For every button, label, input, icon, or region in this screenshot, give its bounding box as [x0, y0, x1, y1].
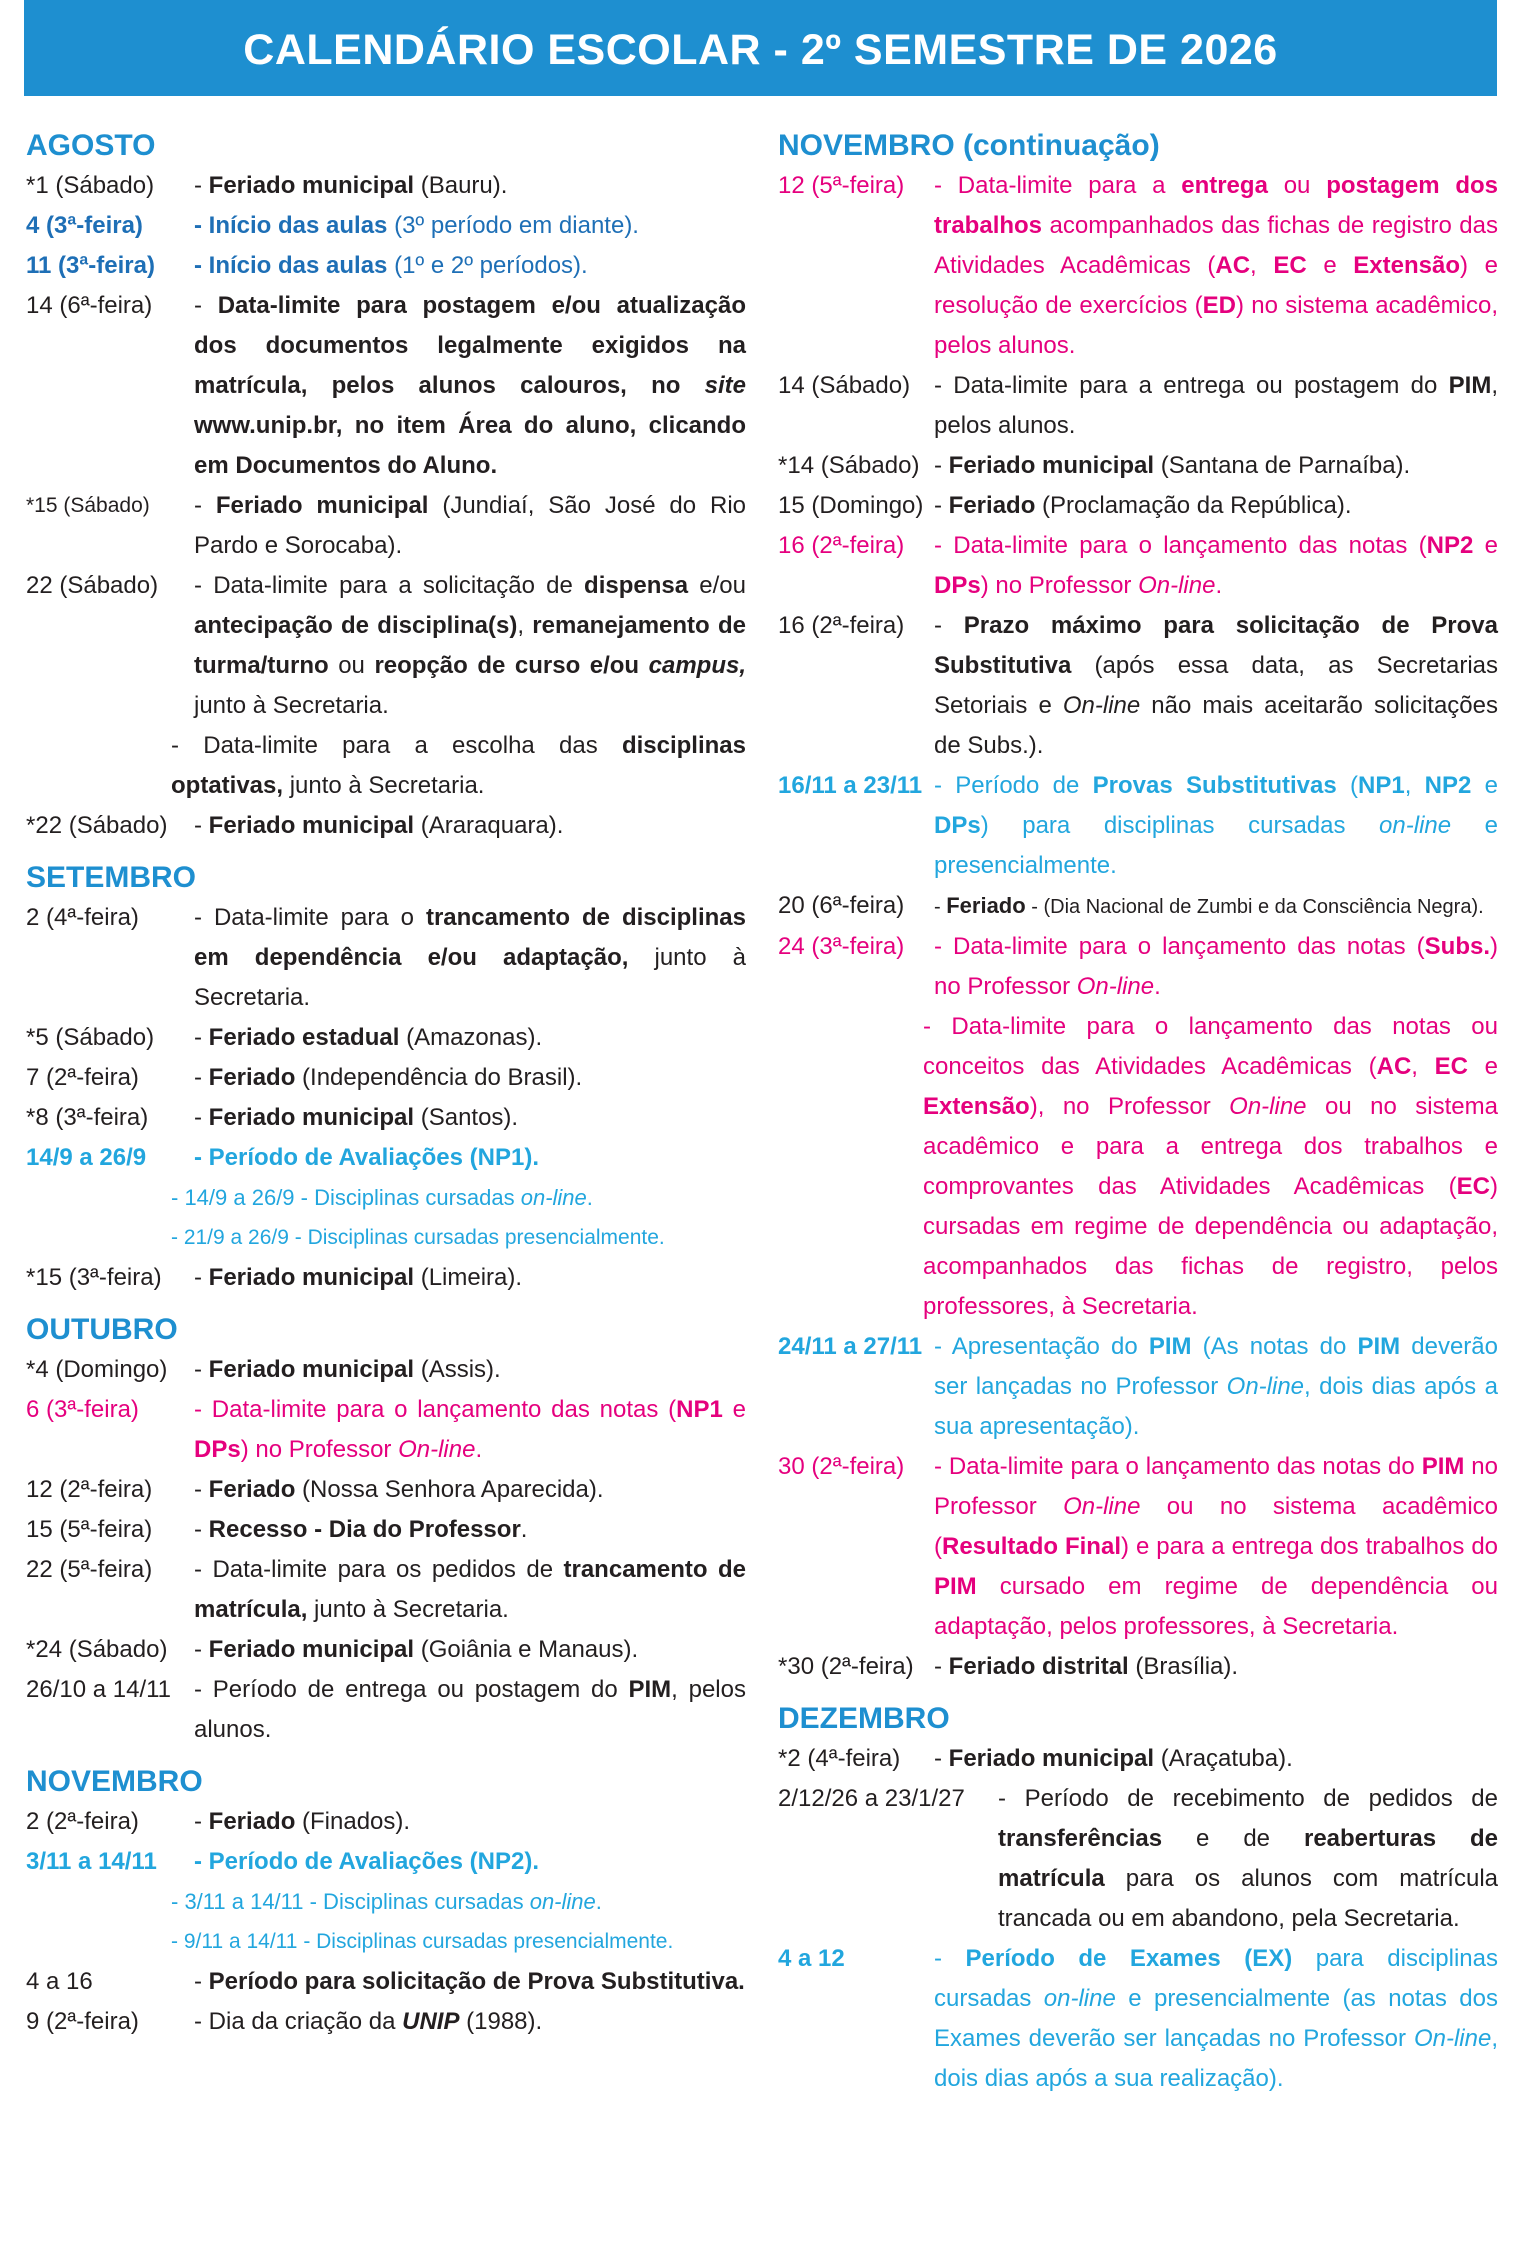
calendar-entry — [778, 1647, 1498, 1687]
calendar-entry — [26, 1018, 746, 1058]
calendar-entry — [778, 1447, 1498, 1647]
entry-bold: NP2 — [1426, 532, 1474, 559]
entry-bold: antecipação de disciplina(s) — [194, 612, 518, 639]
calendar-subentry — [778, 1007, 1498, 1327]
entry-italic: On-line — [1229, 1093, 1307, 1120]
calendar-entry — [26, 1510, 746, 1550]
entry-bold: NP1 — [1358, 772, 1405, 799]
entry-plain: Dia da criação da — [208, 2008, 403, 2035]
entry-date: 14/9 a 26/9 — [26, 1144, 147, 1171]
entry-plain: ou — [328, 652, 375, 679]
entry-date: 15 (Domingo) — [778, 492, 924, 519]
entry-bold: Período de Avaliações (NP1) — [208, 1144, 533, 1171]
entry-date: 6 (3ª-feira) — [26, 1396, 139, 1423]
left-column — [26, 126, 746, 2042]
calendar-entry — [26, 566, 746, 726]
entry-plain: ) e resolução de exercícios ( — [934, 252, 1498, 319]
calendar-entry — [26, 1630, 746, 1670]
entry-plain: (Jundiaí, São José do Rio Pardo e Sorocaba). — [194, 492, 747, 559]
entry-plain: , dois dias após a sua apresentação). — [934, 1373, 1498, 1440]
entry-text: - Período de Avaliações (NP2). — [194, 1848, 540, 1875]
entry-text: - Feriado municipal (Jundiaí, São José do Rio Pardo e Sorocaba). — [194, 492, 747, 559]
calendar-subentry — [26, 1882, 746, 1922]
entry-text: - Feriado municipal (Goiânia e Manaus). — [194, 1636, 639, 1663]
entry-plain: Período de entrega ou postagem do — [212, 1676, 629, 1703]
entry-plain: - Data-limite para a escolha das — [171, 732, 622, 759]
entry-date: 7 (2ª-feira) — [26, 1064, 139, 1091]
entry-bold: DPs — [934, 812, 981, 839]
entry-date: 12 (2ª-feira) — [26, 1476, 153, 1503]
entry-plain: (Goiânia e Manaus). — [414, 1636, 639, 1663]
entry-plain: . — [532, 1144, 540, 1171]
entry-date: 11 (3ª-feira) — [26, 252, 155, 279]
entry-date: 16 (2ª-feira) — [778, 532, 905, 559]
entry-plain: . — [586, 1185, 593, 1210]
entry-bold: entrega — [1181, 172, 1268, 199]
entry-plain: , pelos alunos. — [934, 372, 1498, 439]
entry-plain: deverão ser lançadas no Professor — [934, 1333, 1498, 1400]
entry-plain: ) no sistema acadêmico, pelos alunos. — [934, 292, 1498, 359]
entry-bold: Feriado municipal — [948, 1745, 1155, 1772]
entry-bold: Feriado municipal — [208, 172, 415, 199]
entry-bold: Feriado municipal — [208, 1356, 415, 1383]
entry-text: - Feriado municipal (Limeira). — [194, 1264, 523, 1291]
entry-text: - Data-limite para o lançamento das notas do PIM no Professor On-line ou no sistema acadêmico (Resultado Final) e para a entrega dos trabalhos do PIM cursado em regime de dependência ou adaptação, pelos professores, à Secretaria. — [934, 1453, 1499, 1640]
entry-date: *5 (Sábado) — [26, 1024, 155, 1051]
entry-bold: dispensa — [584, 572, 689, 599]
entry-plain: . — [1154, 973, 1161, 1000]
entry-text: - Feriado - (Dia Nacional de Zumbi e da Consciência Negra). — [934, 893, 1484, 918]
entry-plain: (Santana de Parnaíba). — [1154, 452, 1411, 479]
entry-plain: Apresentação do — [951, 1333, 1149, 1360]
entry-date: 2/12/26 a 23/1/27 — [778, 1785, 965, 1812]
entry-bold: Feriado — [946, 893, 1026, 918]
entry-text: - Data-limite para postagem e/ou atualização dos documentos legalmente exigidos na matrícula, pelos alunos calouros, no site www.unip.br, no item Área do aluno, clicando em Documentos do Aluno. — [194, 292, 746, 479]
entry-text: - Período de recebimento de pedidos de transferências e de reaberturas de matrícula para os alunos com matrícula trancada ou em abandono, pela Secretaria. — [998, 1785, 1499, 1932]
calendar-entry — [778, 366, 1498, 446]
entry-plain: ) no Professor — [240, 1436, 399, 1463]
entry-plain: - 3/11 a 14/11 - Disciplinas cursadas — [171, 1889, 530, 1914]
page-title: CALENDÁRIO ESCOLAR - 2º SEMESTRE DE 2026 — [24, 0, 1497, 96]
entry-plain: no Professor — [934, 1453, 1498, 1520]
entry-plain: junto à Secretaria. — [194, 692, 389, 719]
entry-text: - Período de Avaliações (NP1). — [194, 1144, 540, 1171]
entry-date: 14 (Sábado) — [778, 372, 911, 399]
entry-plain: Data-limite para o — [213, 904, 426, 931]
entry-plain: , — [517, 612, 533, 639]
month-heading-novembro-continuacao: NOVEMBRO (continuação) — [778, 129, 1160, 162]
entry-date: *1 (Sábado) — [26, 172, 155, 199]
calendar-entry — [26, 286, 746, 486]
calendar-entry — [778, 1739, 1498, 1779]
entry-text: - Data-limite para os pedidos de trancamento de matrícula, junto à Secretaria. — [194, 1556, 746, 1623]
entry-bold: Período de Avaliações (NP2) — [208, 1848, 533, 1875]
entry-bold: Feriado municipal — [215, 492, 429, 519]
entry-bold: Feriado estadual — [208, 1024, 400, 1051]
entry-plain: ) no Professor — [980, 572, 1139, 599]
entry-plain: (após essa data, as Secretarias Setoriais e — [934, 652, 1498, 719]
entry-bold: Provas Substitutivas — [1092, 772, 1337, 799]
entry-bold: reaberturas de matrícula — [998, 1825, 1499, 1892]
calendar-entry — [26, 1258, 746, 1298]
month-heading-dezembro: DEZEMBRO — [778, 1702, 950, 1735]
entry-date: 16 (2ª-feira) — [778, 612, 905, 639]
entry-date: 2 (4ª-feira) — [26, 904, 139, 931]
entry-plain: e — [1473, 532, 1498, 559]
entry-plain: para disciplinas cursadas — [934, 1945, 1499, 2012]
calendar-subentry — [26, 1922, 746, 1962]
entry-plain: Data-limite para a — [957, 172, 1182, 199]
entry-plain: junto à Secretaria. — [283, 772, 485, 799]
entry-date: *30 (2ª-feira) — [778, 1653, 914, 1680]
entry-bold: DPs — [934, 572, 981, 599]
calendar-entry — [778, 766, 1498, 886]
entry-date: *15 (Sábado) — [26, 494, 150, 517]
entry-date: 20 (6ª-feira) — [778, 892, 905, 919]
entry-text: - Apresentação do PIM (As notas do PIM deverão ser lançadas no Professor On-line, dois dias após a sua apresentação). — [934, 1333, 1498, 1440]
month-heading-setembro: SETEMBRO — [26, 861, 197, 894]
entry-plain: Período de — [955, 772, 1093, 799]
entry-date: *14 (Sábado) — [778, 452, 920, 479]
entry-text: - Feriado (Independência do Brasil). — [194, 1064, 583, 1091]
entry-plain: , pelos alunos. — [194, 1676, 746, 1743]
entry-bold: Feriado — [208, 1064, 296, 1091]
entry-plain: não mais aceitarão solicitações de Subs.). — [934, 692, 1498, 759]
entry-bold: Prazo máximo para solicitação de Prova Substitutiva — [934, 612, 1498, 679]
entry-italic: On-line — [1226, 1373, 1305, 1400]
entry-bold: Extensão — [923, 1093, 1030, 1120]
entry-plain: (Santos). — [414, 1104, 519, 1131]
entry-bold: Subs. — [1424, 933, 1490, 960]
entry-bold: Feriado — [208, 1476, 296, 1503]
entry-date: 2 (2ª-feira) — [26, 1808, 139, 1835]
entry-text: - Período para solicitação de Prova Substitutiva. — [194, 1968, 745, 1995]
right-column — [778, 126, 1498, 2099]
entry-date: *4 (Domingo) — [26, 1356, 168, 1383]
entry-date: 4 a 16 — [26, 1968, 93, 1995]
calendar-entry — [778, 1327, 1498, 1447]
entry-italic: On-line — [1138, 572, 1216, 599]
entry-date: 12 (5ª-feira) — [778, 172, 905, 199]
entry-date: 15 (5ª-feira) — [26, 1516, 153, 1543]
entry-bold: NP2 — [1424, 772, 1472, 799]
entry-plain: (Bauru). — [414, 172, 508, 199]
entry-plain: , dois dias após a sua realização). — [934, 2025, 1498, 2092]
calendar-entry — [26, 1802, 746, 1842]
entry-text: - Data-limite para a solicitação de dispensa e/ou antecipação de disciplina(s), remanejamento de turma/turno ou reopção de curso e/ou campus, junto à Secretaria. — [194, 572, 747, 719]
entry-date: *24 (Sábado) — [26, 1636, 168, 1663]
entry-plain: ( — [1336, 772, 1358, 799]
entry-bold: PIM — [1357, 1333, 1401, 1360]
entry-bold: Início das aulas — [208, 252, 388, 279]
entry-plain: ou no sistema acadêmico e para a entrega dos trabalhos e comprovantes das Atividades Acadêmicas ( — [923, 1093, 1498, 1200]
entry-bold: AC — [1376, 1053, 1412, 1080]
entry-date: 16/11 a 23/11 — [778, 772, 923, 799]
entry-plain: Data-limite para o lançamento das notas ( — [953, 933, 1425, 960]
calendar-entry — [26, 1842, 746, 1882]
entry-bold: Feriado municipal — [948, 452, 1155, 479]
calendar-entry — [26, 898, 746, 1018]
entry-bold: disciplinas optativas, — [171, 732, 746, 799]
entry-bold: PIM — [628, 1676, 672, 1703]
entry-plain: ) para disciplinas cursadas — [980, 812, 1380, 839]
entry-plain: (Amazonas). — [399, 1024, 543, 1051]
entry-date: *2 (4ª-feira) — [778, 1745, 901, 1772]
entry-text: - Início das aulas (1º e 2º períodos). — [194, 252, 588, 279]
calendar-entry — [26, 1058, 746, 1098]
entry-text: - Data-limite para o lançamento das notas (NP1 e DPs) no Professor On-line. — [194, 1396, 746, 1463]
entry-bold-italic: UNIP — [402, 2008, 460, 2035]
entry-bold: Feriado municipal — [208, 812, 415, 839]
entry-plain: , — [1411, 1053, 1435, 1080]
calendar-entry — [26, 246, 746, 286]
calendar-entry — [26, 166, 746, 206]
entry-italic: On-line — [1063, 1493, 1141, 1520]
entry-bold: trancamento de matrícula, — [194, 1556, 746, 1623]
entry-bold: Feriado — [208, 1808, 296, 1835]
entry-plain: - (Dia Nacional de Zumbi e da Consciência Negra). — [1025, 896, 1484, 918]
entry-italic: On-line — [398, 1436, 476, 1463]
entry-bold: PIM — [1148, 1333, 1192, 1360]
entry-italic: on-line — [529, 1889, 596, 1914]
calendar-entry — [26, 1138, 746, 1178]
calendar-entry — [26, 806, 746, 846]
entry-date: 4 a 12 — [778, 1945, 845, 1972]
entry-bold: PIM — [1448, 372, 1492, 399]
entry-italic: on-line — [520, 1185, 587, 1210]
entry-plain: ) e para a entrega dos trabalhos do — [1121, 1533, 1499, 1560]
entry-plain: ) cursadas em regime de dependência ou adaptação, acompanhados das fichas de registro, pelos professores, à Secretaria. — [923, 1173, 1498, 1320]
calendar-subentry — [26, 726, 746, 806]
calendar-entry — [26, 1350, 746, 1390]
entry-text: - Data-limite para o lançamento das notas (NP2 e DPs) no Professor On-line. — [934, 532, 1498, 599]
calendar-entry — [26, 1470, 746, 1510]
entry-bold: Período de Exames (EX) — [965, 1945, 1293, 1972]
entry-text: - Prazo máximo para solicitação de Prova Substitutiva (após essa data, as Secretarias Setoriais e On-line não mais aceitarão solicitações de Subs.). — [934, 612, 1498, 759]
entry-italic: on-line — [1043, 1985, 1116, 2012]
entry-date: 9 (2ª-feira) — [26, 2008, 139, 2035]
entry-plain: - 14/9 a 26/9 - Disciplinas cursadas — [171, 1185, 521, 1210]
entry-bold: DPs — [194, 1436, 241, 1463]
entry-text: - Feriado municipal (Assis). — [194, 1356, 501, 1383]
entry-text: - Feriado (Nossa Senhora Aparecida). — [194, 1476, 604, 1503]
entry-plain: , — [1404, 772, 1425, 799]
entry-date: 30 (2ª-feira) — [778, 1453, 905, 1480]
entry-plain: Data-limite para o lançamento das notas ( — [953, 532, 1427, 559]
entry-plain: (Limeira). — [414, 1264, 523, 1291]
entry-text: - Feriado municipal (Santana de Parnaíba). — [934, 452, 1411, 479]
entry-text: - Recesso - Dia do Professor. — [194, 1516, 528, 1543]
entry-text: - Data-limite para a entrega ou postagem do PIM, pelos alunos. — [934, 372, 1498, 439]
calendar-entry — [26, 206, 746, 246]
entry-plain: ) no Professor — [934, 933, 1498, 1000]
calendar-entry — [26, 1390, 746, 1470]
entry-plain: junto à Secretaria. — [307, 1596, 509, 1623]
entry-bold: NP1 — [676, 1396, 723, 1423]
entry-plain: - 21/9 a 26/9 - Disciplinas cursadas presencialmente. — [171, 1226, 665, 1249]
entry-text: - Feriado (Finados). — [194, 1808, 411, 1835]
entry-plain: ou no sistema acadêmico ( — [934, 1493, 1498, 1560]
entry-plain: (Araraquara). — [414, 812, 564, 839]
entry-plain: Período de recebimento de pedidos de — [1024, 1785, 1499, 1812]
entry-plain: - 9/11 a 14/11 - Disciplinas cursadas presencialmente. — [171, 1930, 674, 1953]
entry-plain: (As notas do — [1191, 1333, 1358, 1360]
calendar-entry — [778, 166, 1498, 366]
entry-plain: (Independência do Brasil). — [295, 1064, 583, 1091]
entry-text: - Feriado estadual (Amazonas). — [194, 1024, 543, 1051]
entry-plain: junto à Secretaria. — [194, 944, 746, 1011]
entry-bold: EC — [1456, 1173, 1490, 1200]
entry-bold: ED — [1202, 292, 1237, 319]
entry-date: 22 (Sábado) — [26, 572, 159, 599]
entry-plain: e/ou — [688, 572, 746, 599]
entry-plain: e de — [1162, 1825, 1304, 1852]
entry-text: - Data-limite para o trancamento de disciplinas em dependência e/ou adaptação, junto à Secretaria. — [194, 904, 746, 1011]
entry-plain: (3º período em diante). — [387, 212, 639, 239]
entry-bold: EC — [1434, 1053, 1468, 1080]
entry-plain: (Araçatuba). — [1154, 1745, 1293, 1772]
entry-italic: On-line — [1413, 2025, 1492, 2052]
entry-date: 3/11 a 14/11 — [26, 1848, 157, 1875]
entry-plain: . — [532, 1848, 540, 1875]
entry-plain: e presencialmente (as notas dos Exames deverão ser lançadas no Professor — [934, 1985, 1498, 2052]
calendar-entry — [778, 1939, 1498, 2099]
month-heading-agosto: AGOSTO — [26, 129, 156, 162]
entry-plain: Data-limite para os pedidos de — [212, 1556, 564, 1583]
entry-bold: Data-limite para postagem e/ou atualização dos documentos legalmente exigidos na matrícula, pelos alunos calouros, no — [194, 292, 746, 399]
entry-date: 26/10 a 14/11 — [26, 1676, 172, 1703]
entry-bold: remanejamento de turma/turno — [194, 612, 746, 679]
entry-bold: Extensão — [1353, 252, 1461, 279]
entry-italic: on-line — [1379, 812, 1452, 839]
entry-bold: Resultado Final — [942, 1533, 1121, 1560]
entry-text: - Data-limite para a entrega ou postagem dos trabalhos acompanhados das fichas de registro das Atividades Acadêmicas (AC, EC e Extensão) e resolução de exercícios (ED) no sistema acadêmico, pelos alunos. — [934, 172, 1498, 359]
calendar-entry — [778, 526, 1498, 606]
calendar-entry — [26, 2002, 746, 2042]
entry-text: - Período de Provas Substitutivas (NP1, NP2 e DPs) para disciplinas cursadas on-line e presencialmente. — [934, 772, 1498, 879]
entry-plain: . — [1215, 572, 1223, 599]
entry-plain: ou — [1267, 172, 1327, 199]
entry-bold: transferências — [998, 1825, 1163, 1852]
entry-plain: (Finados). — [295, 1808, 411, 1835]
entry-text: - Feriado (Proclamação da República). — [934, 492, 1352, 519]
entry-text: - Período de Exames (EX) para disciplinas cursadas on-line e presencialmente (as notas dos Exames deverão ser lançadas no Professor On-line, dois dias após a sua realização). — [934, 1945, 1499, 2092]
entry-bold: reopção de curso e/ou — [374, 652, 649, 679]
calendar-entry — [26, 1550, 746, 1630]
entry-plain: acompanhados das fichas de registro das Atividades Acadêmicas ( — [934, 212, 1498, 279]
month-heading-novembro: NOVEMBRO — [26, 1765, 203, 1798]
entry-bold: Feriado — [948, 492, 1036, 519]
calendar-entry — [26, 1670, 746, 1750]
entry-date: 4 (3ª-feira) — [26, 212, 143, 239]
entry-plain: Data-limite para o lançamento das notas do — [948, 1453, 1422, 1480]
entry-plain: Data-limite para a entrega ou postagem do — [953, 372, 1449, 399]
entry-bold: Período para solicitação de Prova Substitutiva. — [208, 1968, 745, 1995]
entry-bold: Início das aulas — [208, 212, 388, 239]
entry-plain: cursado em regime de dependência ou adaptação, pelos professores, à Secretaria. — [934, 1573, 1498, 1640]
entry-text: - Feriado distrital (Brasília). — [934, 1653, 1239, 1680]
calendar-subentry — [26, 1178, 746, 1218]
calendar-entry — [778, 886, 1498, 927]
entry-plain: (Assis). — [414, 1356, 501, 1383]
entry-plain: e presencialmente. — [934, 812, 1498, 879]
calendar-entry — [778, 1779, 1498, 1939]
entry-plain: Data-limite para o lançamento das notas ( — [211, 1396, 677, 1423]
entry-plain: (1º e 2º períodos). — [387, 252, 588, 279]
entry-bold: postagem dos trabalhos — [934, 172, 1498, 239]
entry-bold: Feriado municipal — [208, 1104, 415, 1131]
entry-bold: trancamento de disciplinas em dependência e/ou adaptação, — [194, 904, 746, 971]
entry-plain: (1988). — [459, 2008, 543, 2035]
entry-plain: e — [1471, 772, 1498, 799]
entry-plain: . — [520, 1516, 528, 1543]
entry-plain: e — [1467, 1053, 1499, 1080]
entry-plain: (Nossa Senhora Aparecida). — [295, 1476, 604, 1503]
entry-plain: para os alunos com matrícula trancada ou em abandono, pela Secretaria. — [998, 1865, 1498, 1932]
entry-date: 22 (5ª-feira) — [26, 1556, 153, 1583]
entry-bold: AC — [1215, 252, 1251, 279]
month-heading-outubro: OUTUBRO — [26, 1313, 178, 1346]
entry-plain: e — [722, 1396, 746, 1423]
entry-plain: . — [475, 1436, 483, 1463]
entry-bold: Feriado municipal — [208, 1636, 415, 1663]
entry-plain: ), no Professor — [1029, 1093, 1230, 1120]
entry-text: - Feriado municipal (Araçatuba). — [934, 1745, 1293, 1772]
entry-italic: site — [704, 372, 746, 399]
entry-plain: - Data-limite para o lançamento das notas ou conceitos das Atividades Acadêmicas ( — [923, 1013, 1498, 1080]
entry-text: - Início das aulas (3º período em diante). — [194, 212, 639, 239]
entry-text: - Período de entrega ou postagem do PIM, pelos alunos. — [194, 1676, 746, 1743]
entry-plain: , — [1250, 252, 1274, 279]
entry-plain: . — [595, 1889, 602, 1914]
entry-bold: www.unip.br, no item Área do aluno, clicando em Documentos do Aluno. — [194, 412, 746, 479]
entry-text: - Feriado municipal (Santos). — [194, 1104, 519, 1131]
entry-text: - Dia da criação da UNIP (1988). — [194, 2008, 543, 2035]
calendar-subentry — [26, 1218, 746, 1258]
entry-date: 24 (3ª-feira) — [778, 933, 905, 960]
entry-bold: Recesso - Dia do Professor — [208, 1516, 521, 1543]
entry-italic: On-line — [1076, 973, 1155, 1000]
entry-plain: (Brasília). — [1128, 1653, 1239, 1680]
entry-plain: Data-limite para a solicitação de — [213, 572, 585, 599]
entry-bold: PIM — [1421, 1453, 1465, 1480]
entry-bold: Feriado municipal — [208, 1264, 415, 1291]
calendar-entry — [778, 927, 1498, 1007]
entry-date: *22 (Sábado) — [26, 812, 168, 839]
entry-date: 14 (6ª-feira) — [26, 292, 153, 319]
entry-date: *15 (3ª-feira) — [26, 1264, 162, 1291]
entry-bold: Feriado distrital — [948, 1653, 1129, 1680]
entry-text: - Data-limite para o lançamento das notas (Subs.) no Professor On-line. — [934, 933, 1498, 1000]
entry-bold: PIM — [934, 1573, 977, 1600]
entry-plain: e — [1306, 252, 1354, 279]
entry-date: *8 (3ª-feira) — [26, 1104, 149, 1131]
entry-plain: (Proclamação da República). — [1035, 492, 1352, 519]
calendar-entry — [778, 446, 1498, 486]
calendar-entry — [778, 606, 1498, 766]
calendar-entry — [26, 1098, 746, 1138]
entry-date: 24/11 a 27/11 — [778, 1333, 923, 1360]
calendar-entry — [26, 1962, 746, 2002]
entry-italic: On-line — [1062, 692, 1141, 719]
entry-bold-italic: campus, — [648, 652, 747, 679]
entry-bold: EC — [1273, 252, 1307, 279]
calendar-entry — [778, 486, 1498, 526]
entry-text: - Feriado municipal (Araraquara). — [194, 812, 564, 839]
calendar-entry — [26, 486, 746, 566]
entry-text: - Feriado municipal (Bauru). — [194, 172, 508, 199]
